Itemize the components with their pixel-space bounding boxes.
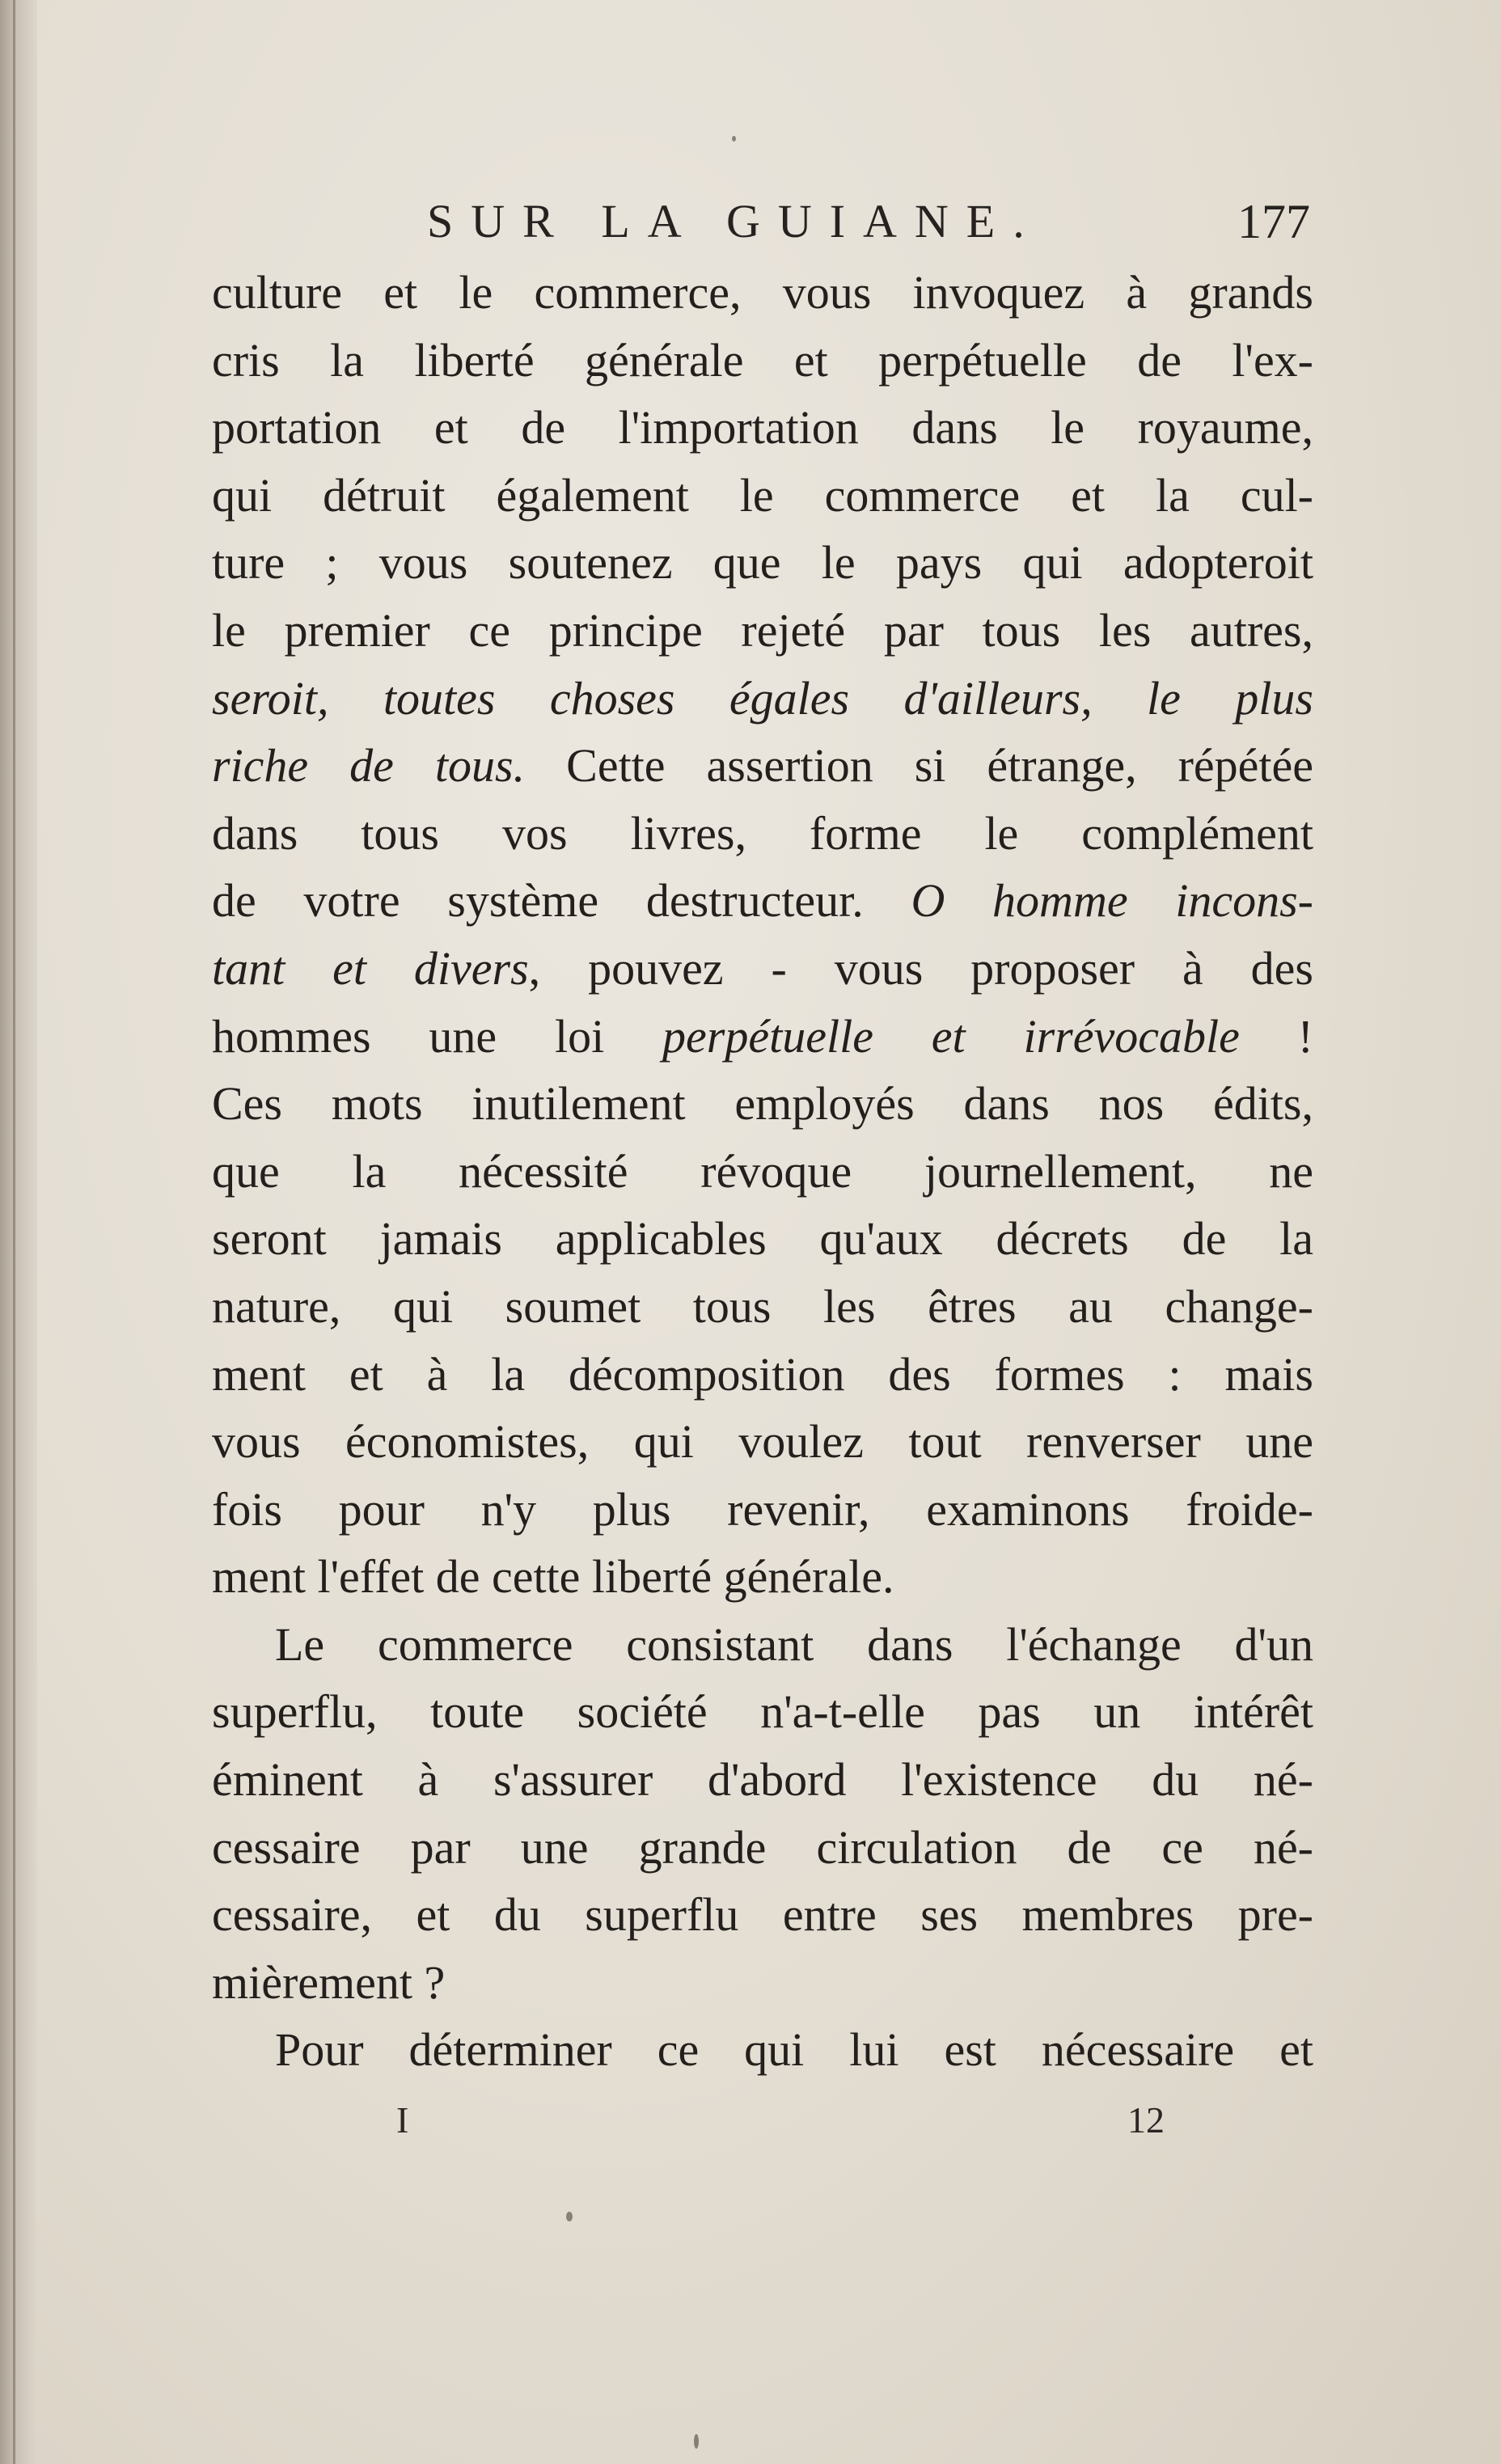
text-line: superflu, toute société n'a-t-elle pas un intérêt [212, 1685, 1313, 1739]
text-line: culture et le commerce, vous invoquez à grands [212, 266, 1313, 319]
text-line: riche de tous. Cette assertion si étrange, répétée [212, 739, 1313, 792]
text-line: cessaire, et du superflu entre ses membres pre- [212, 1888, 1313, 1942]
text-line: seront jamais applicables qu'aux décrets de la [212, 1212, 1313, 1266]
signature-number: 12 [1127, 2099, 1165, 2141]
text-line: cris la liberté générale et perpétuelle de l'ex- [212, 333, 1313, 387]
text-line: Pour déterminer ce qui lui est nécessaire et [275, 2023, 1313, 2077]
text-line: nature, qui soumet tous les êtres au change- [212, 1279, 1313, 1333]
text-line: ment l'effet de cette liberté générale. [212, 1550, 894, 1604]
signature-mark: I [396, 2099, 409, 2141]
text-line: éminent à s'assurer d'abord l'existence du né- [212, 1753, 1313, 1807]
text-line: Ces mots inutilement employés dans nos édits, [212, 1077, 1313, 1131]
binding-line [13, 0, 15, 2464]
paper-speck [566, 2212, 573, 2221]
text-line: de votre système destructeur. O homme incons- [212, 874, 1313, 928]
text-line: le premier ce principe rejeté par tous les autres, [212, 603, 1313, 657]
text-line: ture ; vous soutenez que le pays qui adopteroit [212, 536, 1313, 590]
text-line: hommes une loi perpétuelle et irrévocable ! [212, 1009, 1313, 1063]
page-header [210, 194, 1310, 251]
text-line: dans tous vos livres, forme le complément [212, 806, 1313, 860]
text-line: cessaire par une grande circulation de ce né- [212, 1820, 1313, 1874]
text-line: portation et de l'importation dans le royaume, [212, 401, 1313, 454]
text-line: qui détruit également le commerce et la cul- [212, 468, 1313, 522]
paper-speck [732, 136, 736, 142]
page-number: 177 [1237, 195, 1310, 248]
text-line: mièrement ? [212, 1955, 446, 2009]
text-line: tant et divers, pouvez - vous proposer à des [212, 941, 1313, 995]
paper-speck [694, 2434, 699, 2449]
running-title: SUR LA GUIANE. [427, 195, 1042, 247]
text-line: ment et à la décomposition des formes : mais [212, 1347, 1313, 1401]
page-footer [388, 2098, 1165, 2147]
text-line: Le commerce consistant dans l'échange d'un [275, 1617, 1313, 1671]
binding-edge [0, 0, 37, 2464]
text-line: seroit, toutes choses égales d'ailleurs, le plus [212, 671, 1313, 725]
text-line: fois pour n'y plus revenir, examinons froide- [212, 1482, 1313, 1536]
text-line: que la nécessité révoque journellement, ne [212, 1144, 1313, 1198]
text-line: vous économistes, qui voulez tout renverser une [212, 1415, 1313, 1469]
body-text [212, 259, 1313, 2084]
